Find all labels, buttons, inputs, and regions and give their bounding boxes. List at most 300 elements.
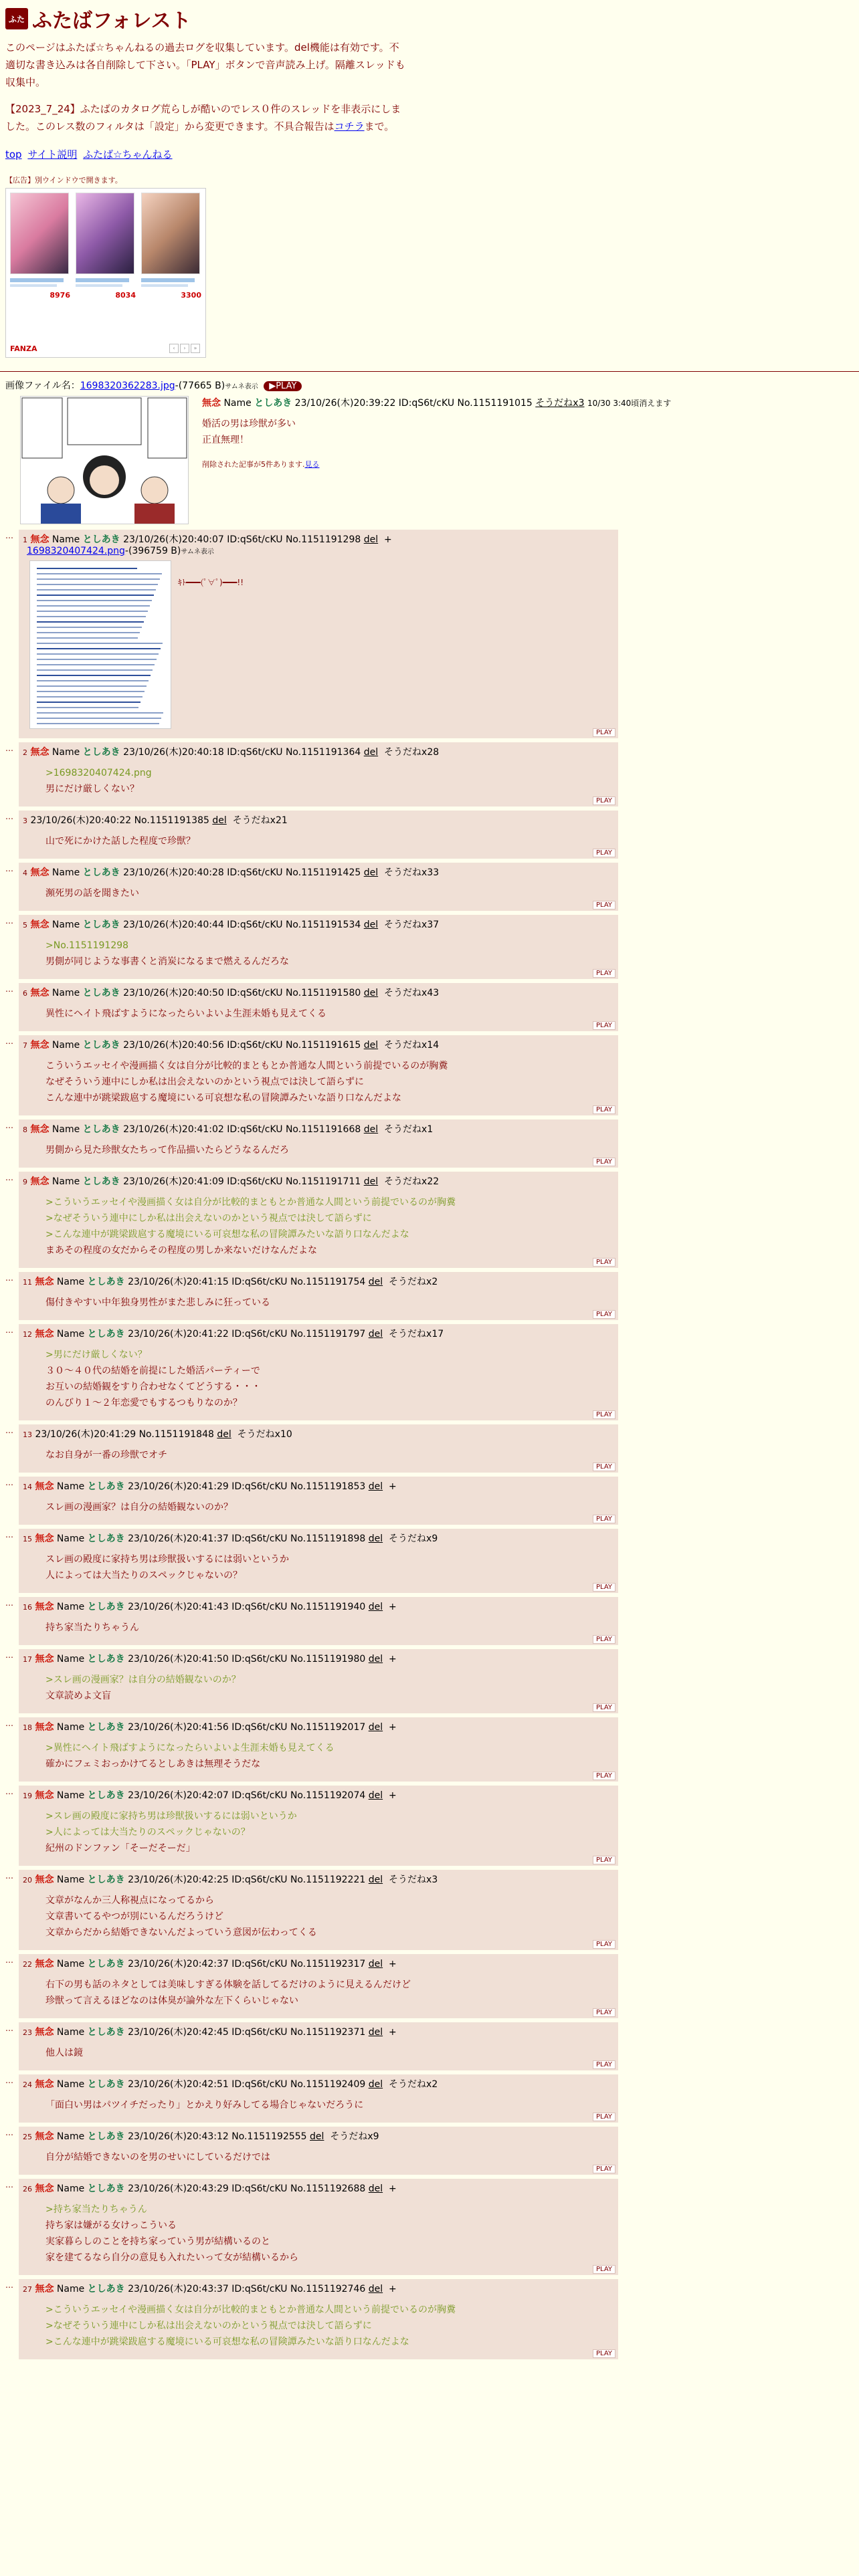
reply-del-link[interactable]: del bbox=[363, 1040, 379, 1051]
reply-post bbox=[19, 1477, 618, 1525]
reply-play-button[interactable]: PLAY bbox=[593, 1856, 615, 1864]
reply-quote-line: >No.1151191298 bbox=[45, 940, 129, 951]
reply-meta-text: 23/10/26(木)20:40:22 No.1151191385 bbox=[30, 815, 209, 826]
reply-del-link[interactable]: del bbox=[368, 1533, 383, 1544]
reply-meta-text: 23/10/26(木)20:41:09 ID:qS6t/cKU No.1151191711 bbox=[123, 1176, 361, 1187]
ad-item[interactable] bbox=[141, 193, 201, 300]
reply-subject: 無念 bbox=[35, 2284, 54, 2294]
nav-top-link[interactable]: top bbox=[5, 148, 22, 160]
reply-line: こういうエッセイや漫画描く女は自分が比較的まともとか普通な人間という前提でいるのが胸糞 bbox=[45, 1061, 448, 1071]
reply-meta bbox=[23, 745, 614, 758]
reply-image-wrap bbox=[23, 556, 614, 729]
reply-row bbox=[5, 2127, 854, 2175]
reply-play-button[interactable]: PLAY bbox=[593, 1258, 615, 1267]
reply-menu-icon[interactable]: … bbox=[5, 812, 13, 821]
reply-play-button[interactable]: PLAY bbox=[593, 901, 615, 909]
reply-subject: 無念 bbox=[35, 1874, 54, 1885]
reply-line: 確かにフェミおっかけてるとしあきは無理そうだな bbox=[45, 1759, 261, 1769]
reply-del-link[interactable]: del bbox=[368, 1874, 383, 1885]
reply-post bbox=[19, 1529, 618, 1593]
reply-play-button[interactable]: PLAY bbox=[593, 2349, 615, 2358]
reply-quote-line: >こういうエッセイや漫画描く女は自分が比較的まともとか普通な人間という前提でいるのが胸糞 bbox=[45, 1197, 456, 1208]
reply-menu-icon[interactable]: … bbox=[5, 1478, 13, 1487]
reply-file-link[interactable]: 1698320407424.png bbox=[27, 546, 125, 556]
reply-meta-text: 23/10/26(木)20:41:22 ID:qS6t/cKU No.1151191797 bbox=[128, 1329, 366, 1339]
ad-next-icon[interactable]: › bbox=[180, 344, 189, 353]
reply-name: としあき bbox=[82, 1040, 120, 1051]
reply-del-link[interactable]: del bbox=[368, 2284, 383, 2294]
reply-del-link[interactable]: del bbox=[363, 988, 379, 998]
reply-del-link[interactable]: del bbox=[363, 867, 379, 878]
op-line: 婚活の男は珍獣が多い bbox=[202, 419, 296, 429]
reply-soudane[interactable]: そうだねx1 bbox=[384, 1124, 434, 1135]
op-body bbox=[202, 396, 671, 524]
reply-subject: 無念 bbox=[35, 2131, 54, 2142]
reply-play-button[interactable]: PLAY bbox=[593, 1105, 615, 1114]
op-expire: 10/30 3:40頃消えます bbox=[587, 399, 672, 408]
reply-line: 文章がなんか三人称視点になってるから bbox=[45, 1895, 214, 1906]
reply-line: 右下の男も話のネタとしては美味しすぎる体験を話してるだけのように見えるんだけど bbox=[45, 1979, 411, 1990]
reply-del-link[interactable]: del bbox=[368, 1790, 383, 1801]
reply-del-link[interactable]: del bbox=[363, 920, 379, 930]
op-name-label: Name bbox=[223, 398, 252, 409]
reply-row bbox=[5, 1272, 854, 1320]
reply-meta bbox=[23, 2025, 614, 2038]
reply-meta bbox=[23, 1872, 614, 1886]
reply-text bbox=[45, 1499, 614, 1515]
reply-menu-icon[interactable]: … bbox=[5, 916, 13, 926]
reply-row bbox=[5, 1786, 854, 1866]
reply-play-button[interactable]: PLAY bbox=[593, 1158, 615, 1166]
reply-text bbox=[45, 1058, 614, 1106]
reply-text bbox=[45, 1977, 614, 2009]
reply-soudane[interactable]: そうだねx43 bbox=[384, 988, 440, 998]
reply-menu-icon[interactable]: … bbox=[5, 531, 13, 540]
reply-play-button[interactable]: PLAY bbox=[593, 1310, 615, 1319]
reply-name: としあき bbox=[82, 747, 120, 758]
reply-post bbox=[19, 1786, 618, 1866]
reply-post bbox=[19, 1717, 618, 1782]
reply-name-label: Name bbox=[52, 988, 80, 998]
reply-line: 実家暮らしのことを持ち家っていう男が結構いるのと bbox=[45, 2236, 270, 2247]
reply-soudane[interactable]: + bbox=[389, 1654, 397, 1665]
reply-quote-line: >異性にヘイト飛ばすようになったらいよいよ生涯未婚も見えてくる bbox=[45, 1743, 335, 1753]
reply-subject: 無念 bbox=[30, 867, 50, 878]
reply-line: 男にだけ厳しくない？ bbox=[45, 784, 139, 794]
reply-meta-text: 23/10/26(木)20:41:50 ID:qS6t/cKU No.1151191980 bbox=[128, 1654, 366, 1665]
ad-price: 8976 bbox=[50, 291, 70, 300]
reply-soudane[interactable]: そうだねx10 bbox=[237, 1429, 292, 1440]
reply-number: 24 bbox=[23, 2080, 32, 2089]
reply-line: お互いの結婚観をすり合わせなくてどうする・・・ bbox=[45, 1382, 261, 1392]
reply-del-link[interactable]: del bbox=[368, 2079, 383, 2090]
reply-meta-text: 23/10/26(木)20:42:37 ID:qS6t/cKU No.1151192317 bbox=[128, 1959, 366, 1969]
reply-menu-icon[interactable]: … bbox=[5, 1173, 13, 1182]
reply-line: 持ち家当たりちゃうん bbox=[45, 1622, 139, 1633]
reply-menu-icon[interactable]: … bbox=[5, 1650, 13, 1660]
reply-post bbox=[19, 530, 618, 738]
reply-soudane[interactable]: + bbox=[389, 1602, 397, 1612]
reply-meta bbox=[23, 2181, 614, 2195]
reply-meta bbox=[23, 865, 614, 879]
reply-file-info: -(396759 B) bbox=[124, 546, 181, 556]
reply-menu-icon[interactable]: … bbox=[5, 864, 13, 873]
reply-menu-icon[interactable]: … bbox=[5, 984, 13, 994]
reply-name-label: Name bbox=[56, 1481, 85, 1492]
reply-meta bbox=[23, 2282, 614, 2295]
reply-name: としあき bbox=[87, 2131, 125, 2142]
reply-line: 文章からだから結婚できないんだよっていう意図が伝わってくる bbox=[45, 1927, 317, 1938]
reply-line: 「面白い男はパツイチだったり」とかえり好みしてる場合じゃないだろうに bbox=[45, 2100, 364, 2111]
reply-meta bbox=[23, 1720, 614, 1733]
reply-line: スレ画の漫画家？は自分の結婚観ないのか？ bbox=[45, 1502, 233, 1513]
reply-name-label: Name bbox=[56, 2183, 85, 2194]
reply-del-link[interactable]: del bbox=[368, 1722, 383, 1733]
site-header bbox=[0, 0, 859, 358]
reply-play-button[interactable]: PLAY bbox=[593, 1463, 615, 1471]
reply-row bbox=[5, 1717, 854, 1782]
reply-row bbox=[5, 2074, 854, 2123]
reply-name-label: Name bbox=[56, 1602, 85, 1612]
reply-number: 9 bbox=[23, 1178, 27, 1186]
reply-menu-icon[interactable]: … bbox=[5, 2076, 13, 2085]
ad-more-icon[interactable]: » bbox=[191, 344, 200, 353]
reply-name: としあき bbox=[87, 1959, 125, 1969]
reply-meta-text: 23/10/26(木)20:40:50 ID:qS6t/cKU No.1151191580 bbox=[123, 988, 361, 998]
document-thumbnail-icon bbox=[30, 561, 171, 728]
reply-name: としあき bbox=[87, 1481, 125, 1492]
reply-play-button[interactable]: PLAY bbox=[593, 969, 615, 978]
reply-name-label: Name bbox=[52, 1040, 80, 1051]
reply-thumbnail[interactable] bbox=[29, 560, 171, 729]
reply-subject: 無念 bbox=[35, 1959, 54, 1969]
reply-soudane[interactable]: そうだねx2 bbox=[389, 2079, 438, 2090]
reply-name: としあき bbox=[82, 1176, 120, 1187]
reply-del-link[interactable]: del bbox=[368, 1277, 383, 1287]
reply-post bbox=[19, 983, 618, 1031]
reply-play-button[interactable]: PLAY bbox=[593, 1410, 615, 1419]
reply-row bbox=[5, 1424, 854, 1473]
reply-meta-text: 23/10/26(木)20:41:29 No.1151191848 bbox=[35, 1429, 214, 1440]
reply-name-label: Name bbox=[52, 747, 80, 758]
reply-text bbox=[45, 1194, 614, 1259]
reply-del-link[interactable]: del bbox=[368, 1329, 383, 1339]
reply-name: としあき bbox=[87, 2079, 125, 2090]
reply-quote-line: >こういうエッセイや漫画描く女は自分が比較的まともとか普通な人間という前提でいるのが胸糞 bbox=[45, 2304, 456, 2315]
reply-quote-line: >こんな連中が跳梁跋扈する魔境にいる可哀想な私の冒険譚みたいな語り口なんだよな bbox=[45, 2337, 409, 2347]
reply-meta-text: 23/10/26(木)20:40:18 ID:qS6t/cKU No.1151191364 bbox=[123, 747, 361, 758]
reply-del-link[interactable]: del bbox=[368, 2027, 383, 2038]
op-post bbox=[5, 396, 854, 524]
reply-menu-icon[interactable]: … bbox=[5, 2128, 13, 2137]
reply-row bbox=[5, 983, 854, 1031]
reply-post bbox=[19, 2022, 618, 2070]
op-play-button[interactable]: ▶PLAY bbox=[264, 381, 302, 391]
reply-del-link[interactable]: del bbox=[363, 1176, 379, 1187]
reply-subject: 無念 bbox=[35, 1790, 54, 1801]
reply-post bbox=[19, 1870, 618, 1950]
reply-play-button[interactable]: PLAY bbox=[593, 796, 615, 805]
reply-post bbox=[19, 1035, 618, 1115]
ad-prev-icon[interactable]: ‹ bbox=[169, 344, 179, 353]
reply-name: としあき bbox=[87, 1533, 125, 1544]
reply-row bbox=[5, 530, 854, 738]
reply-text bbox=[45, 1740, 614, 1772]
reply-line: 文章読めよ文盲 bbox=[45, 1691, 111, 1701]
reply-number: 19 bbox=[23, 1792, 32, 1800]
reply-row bbox=[5, 1649, 854, 1713]
reply-play-button[interactable]: PLAY bbox=[593, 2165, 615, 2173]
reply-play-button[interactable]: PLAY bbox=[593, 2060, 615, 2069]
reply-row bbox=[5, 1172, 854, 1268]
reply-del-link[interactable]: del bbox=[363, 1124, 379, 1135]
reply-text bbox=[45, 833, 614, 849]
deleted-note-link[interactable]: 見る bbox=[304, 460, 320, 469]
reply-soudane[interactable]: そうだねx17 bbox=[389, 1329, 444, 1339]
reply-soudane[interactable]: そうだねx14 bbox=[384, 1040, 440, 1051]
reply-play-button[interactable]: PLAY bbox=[593, 2113, 615, 2121]
reply-play-button[interactable]: PLAY bbox=[593, 1635, 615, 1644]
reply-soudane[interactable]: そうだねx9 bbox=[389, 1533, 438, 1544]
reply-subject: 無念 bbox=[30, 1124, 50, 1135]
reply-play-button[interactable]: PLAY bbox=[593, 849, 615, 857]
reply-line: 男側から見た珍獣女たちって作品描いたらどうなるんだろ bbox=[45, 1145, 289, 1156]
reply-menu-icon[interactable]: … bbox=[5, 1530, 13, 1539]
op-subject: 無念 bbox=[202, 398, 221, 409]
reply-text bbox=[45, 1006, 614, 1022]
reply-post bbox=[19, 915, 618, 979]
reply-menu-icon[interactable]: … bbox=[5, 744, 13, 753]
reply-subject: 無念 bbox=[35, 1602, 54, 1612]
reply-name: としあき bbox=[82, 534, 120, 545]
reply-meta bbox=[23, 1479, 614, 1493]
reply-text bbox=[45, 2097, 614, 2113]
ad-subtitle-bar bbox=[141, 284, 188, 287]
reply-del-link[interactable]: del bbox=[310, 2131, 324, 2142]
reply-meta bbox=[23, 1652, 614, 1665]
ad-title-bar bbox=[141, 278, 195, 282]
op-text bbox=[202, 416, 671, 448]
reply-line: まあその程度の女だからその程度の男しか来ないだけなんだよな bbox=[45, 1245, 317, 1256]
op-thumbnail[interactable] bbox=[20, 396, 189, 524]
reply-line: 家を建てるなら自分の意見も入れたいって女が結構いるから bbox=[45, 2252, 298, 2263]
reply-soudane[interactable]: + bbox=[389, 1959, 397, 1969]
reply-text bbox=[45, 1551, 614, 1584]
reply-row bbox=[5, 811, 854, 859]
reply-line: こんな連中が跳梁跋扈する魔境にいる可哀想な私の冒険譚みたいな語り口なんだよな bbox=[45, 1093, 401, 1103]
reply-line: 異性にヘイト飛ばすようになったらいよいよ生涯未婚も見えてくる bbox=[45, 1008, 326, 1019]
reply-del-link[interactable]: del bbox=[363, 747, 379, 758]
reply-meta-text: 23/10/26(木)20:41:29 ID:qS6t/cKU No.1151191853 bbox=[128, 1481, 366, 1492]
reply-subject: 無念 bbox=[35, 1277, 54, 1287]
reply-play-button[interactable]: PLAY bbox=[593, 1940, 615, 1949]
reply-menu-icon[interactable]: … bbox=[5, 2280, 13, 2290]
reply-number: 3 bbox=[23, 817, 27, 825]
reply-quote-line: >スレ画の漫画家？は自分の結婚観ないのか？ bbox=[45, 1675, 241, 1685]
reply-del-link[interactable]: del bbox=[368, 2183, 383, 2194]
reply-thumb-note[interactable]: サムネ表示 bbox=[181, 548, 214, 556]
reply-name: としあき bbox=[87, 1329, 125, 1339]
reply-del-link[interactable]: del bbox=[212, 815, 227, 826]
ad-title-bar bbox=[10, 278, 64, 282]
reply-menu-icon[interactable]: … bbox=[5, 1121, 13, 1130]
ad-subtitle-bar bbox=[10, 284, 57, 287]
reply-name-label: Name bbox=[56, 1533, 85, 1544]
reply-del-link[interactable]: del bbox=[368, 1654, 383, 1665]
reply-text bbox=[45, 1808, 614, 1856]
reply-subject: 無念 bbox=[30, 1176, 50, 1187]
reply-soudane[interactable]: + bbox=[389, 2027, 397, 2038]
reply-play-button[interactable]: PLAY bbox=[593, 1703, 615, 1712]
reply-name-label: Name bbox=[56, 1874, 85, 1885]
deleted-note-text: 削除された記事が5件あります. bbox=[202, 460, 305, 469]
op-line: 正直無理！ bbox=[202, 435, 249, 445]
reply-soudane[interactable]: そうだねx22 bbox=[384, 1176, 440, 1187]
reply-play-button[interactable]: PLAY bbox=[593, 1583, 615, 1592]
reply-quote-line: >スレ画の殿度に家持ち男は珍獣扱いするには弱いというか bbox=[45, 1811, 297, 1822]
reply-post bbox=[19, 1324, 618, 1420]
ad-item[interactable] bbox=[10, 193, 70, 300]
op-file-line bbox=[5, 379, 854, 392]
reply-subject: 無念 bbox=[35, 1722, 54, 1733]
reply-name: としあき bbox=[87, 1790, 125, 1801]
reply-name-label: Name bbox=[56, 1654, 85, 1665]
reply-number: 12 bbox=[23, 1330, 32, 1339]
reply-name: としあき bbox=[87, 2183, 125, 2194]
reply-menu-icon[interactable]: … bbox=[5, 1037, 13, 1046]
ad-thumbnail[interactable] bbox=[10, 193, 69, 274]
reply-row bbox=[5, 1529, 854, 1593]
reply-subject: 無念 bbox=[35, 2183, 54, 2194]
reply-menu-icon[interactable]: … bbox=[5, 1273, 13, 1283]
reply-soudane[interactable]: そうだねx3 bbox=[389, 1874, 438, 1885]
reply-soudane[interactable]: そうだねx9 bbox=[330, 2131, 379, 2142]
reply-soudane[interactable]: + bbox=[389, 1481, 397, 1492]
reply-quote-line: >持ち家当たりちゃうん bbox=[45, 2204, 147, 2215]
reply-soudane[interactable]: そうだねx33 bbox=[384, 867, 440, 878]
reply-menu-icon[interactable]: … bbox=[5, 1955, 13, 1965]
reply-menu-icon[interactable]: … bbox=[5, 2024, 13, 2033]
op-soudane[interactable]: そうだねx3 bbox=[535, 398, 585, 409]
notice-link[interactable]: コチラ bbox=[334, 120, 365, 132]
ad-thumbnail[interactable] bbox=[141, 193, 200, 274]
reply-soudane[interactable]: + bbox=[389, 1722, 397, 1733]
reply-soudane[interactable]: + bbox=[389, 2284, 397, 2294]
reply-soudane[interactable]: そうだねx21 bbox=[232, 815, 288, 826]
reply-play-button[interactable]: PLAY bbox=[593, 1021, 615, 1030]
nav-futaba-link[interactable]: ふたば☆ちゃんねる bbox=[83, 148, 173, 160]
reply-text bbox=[45, 1893, 614, 1941]
site-logo[interactable]: ふた bbox=[5, 8, 28, 29]
reply-name: としあき bbox=[87, 1602, 125, 1612]
reply-number: 17 bbox=[23, 1655, 32, 1664]
reply-number: 11 bbox=[23, 1278, 32, 1287]
reply-play-button[interactable]: PLAY bbox=[593, 1515, 615, 1523]
reply-soudane[interactable]: + bbox=[389, 1790, 397, 1801]
reply-play-button[interactable]: PLAY bbox=[593, 728, 615, 737]
reply-name-label: Name bbox=[56, 1722, 85, 1733]
reply-line: 瀕死男の話を聞きたい bbox=[45, 888, 139, 899]
reply-menu-icon[interactable]: … bbox=[5, 1325, 13, 1335]
ad-item[interactable] bbox=[76, 193, 136, 300]
reply-meta-text: 23/10/26(木)20:43:12 No.1151192555 bbox=[128, 2131, 307, 2142]
reply-row bbox=[5, 1954, 854, 2018]
reply-play-button[interactable]: PLAY bbox=[593, 2265, 615, 2274]
reply-line: のんびり１～２年恋愛でもするつもりなのか？ bbox=[45, 1398, 242, 1408]
reply-del-link[interactable]: del bbox=[217, 1429, 231, 1440]
reply-name: としあき bbox=[87, 1874, 125, 1885]
reply-row bbox=[5, 1035, 854, 1115]
reply-del-link[interactable]: del bbox=[368, 1602, 383, 1612]
reply-text bbox=[45, 1295, 614, 1311]
reply-number: 23 bbox=[23, 2028, 32, 2037]
reply-line: 持ち家は嫌がる女けっこういる bbox=[45, 2220, 177, 2231]
reply-soudane[interactable]: そうだねx37 bbox=[384, 920, 440, 930]
reply-del-link[interactable]: del bbox=[363, 534, 379, 545]
ad-price: 3300 bbox=[181, 291, 201, 300]
nav-links bbox=[5, 147, 854, 161]
reply-list bbox=[5, 530, 854, 2359]
reply-line: なぜそういう連中にしか私は出会えないのかという視点では決して語らずに bbox=[45, 1077, 364, 1087]
thumb-note[interactable]: サムネ表示 bbox=[225, 383, 258, 391]
ad-banner[interactable] bbox=[5, 188, 206, 358]
reply-meta bbox=[23, 1600, 614, 1613]
reply-meta-text: 23/10/26(木)20:43:29 ID:qS6t/cKU No.1151192688 bbox=[128, 2183, 366, 2194]
ad-title-bar bbox=[76, 278, 129, 282]
reply-name: としあき bbox=[87, 2284, 125, 2294]
nav-about-link[interactable]: サイト説明 bbox=[27, 148, 78, 160]
op-file-link[interactable]: 1698320362283.jpg bbox=[80, 381, 175, 391]
reply-play-button[interactable]: PLAY bbox=[593, 2008, 615, 2017]
reply-row bbox=[5, 2279, 854, 2359]
reply-subject: 無念 bbox=[35, 1329, 54, 1339]
reply-number: 8 bbox=[23, 1125, 27, 1134]
reply-play-button[interactable]: PLAY bbox=[593, 1772, 615, 1780]
reply-meta bbox=[23, 1957, 614, 1970]
reply-meta-text: 23/10/26(木)20:42:25 ID:qS6t/cKU No.1151192221 bbox=[128, 1874, 366, 1885]
reply-name-label: Name bbox=[56, 1959, 85, 1969]
reply-del-link[interactable]: del bbox=[368, 1481, 383, 1492]
reply-number: 6 bbox=[23, 989, 27, 998]
reply-meta bbox=[23, 1275, 614, 1288]
fanza-logo[interactable]: FANZA bbox=[10, 344, 37, 353]
reply-meta-text: 23/10/26(木)20:41:15 ID:qS6t/cKU No.1151191754 bbox=[128, 1277, 366, 1287]
reply-soudane[interactable]: そうだねx2 bbox=[389, 1277, 438, 1287]
reply-subject: 無念 bbox=[30, 988, 50, 998]
reply-number: 20 bbox=[23, 1876, 32, 1885]
reply-menu-icon[interactable]: … bbox=[5, 1787, 13, 1796]
reply-text bbox=[45, 2202, 614, 2266]
reply-number: 26 bbox=[23, 2185, 32, 2193]
manga-thumbnail-icon bbox=[21, 397, 188, 524]
op-meta bbox=[202, 396, 671, 409]
reply-soudane[interactable]: + bbox=[389, 2183, 397, 2194]
reply-number: 13 bbox=[23, 1430, 32, 1439]
reply-menu-icon[interactable]: … bbox=[5, 1871, 13, 1881]
ad-thumbnail[interactable] bbox=[76, 193, 134, 274]
reply-menu-icon[interactable]: … bbox=[5, 1426, 13, 1435]
reply-soudane[interactable]: そうだねx28 bbox=[384, 747, 440, 758]
reply-menu-icon[interactable]: … bbox=[5, 1719, 13, 1728]
reply-soudane[interactable]: + bbox=[384, 534, 392, 545]
reply-del-link[interactable]: del bbox=[368, 1959, 383, 1969]
reply-row bbox=[5, 863, 854, 911]
reply-menu-icon[interactable]: … bbox=[5, 1598, 13, 1608]
op-play-label: PLAY bbox=[276, 381, 297, 391]
divider bbox=[0, 371, 859, 372]
reply-menu-icon[interactable]: … bbox=[5, 2180, 13, 2189]
reply-post bbox=[19, 811, 618, 859]
